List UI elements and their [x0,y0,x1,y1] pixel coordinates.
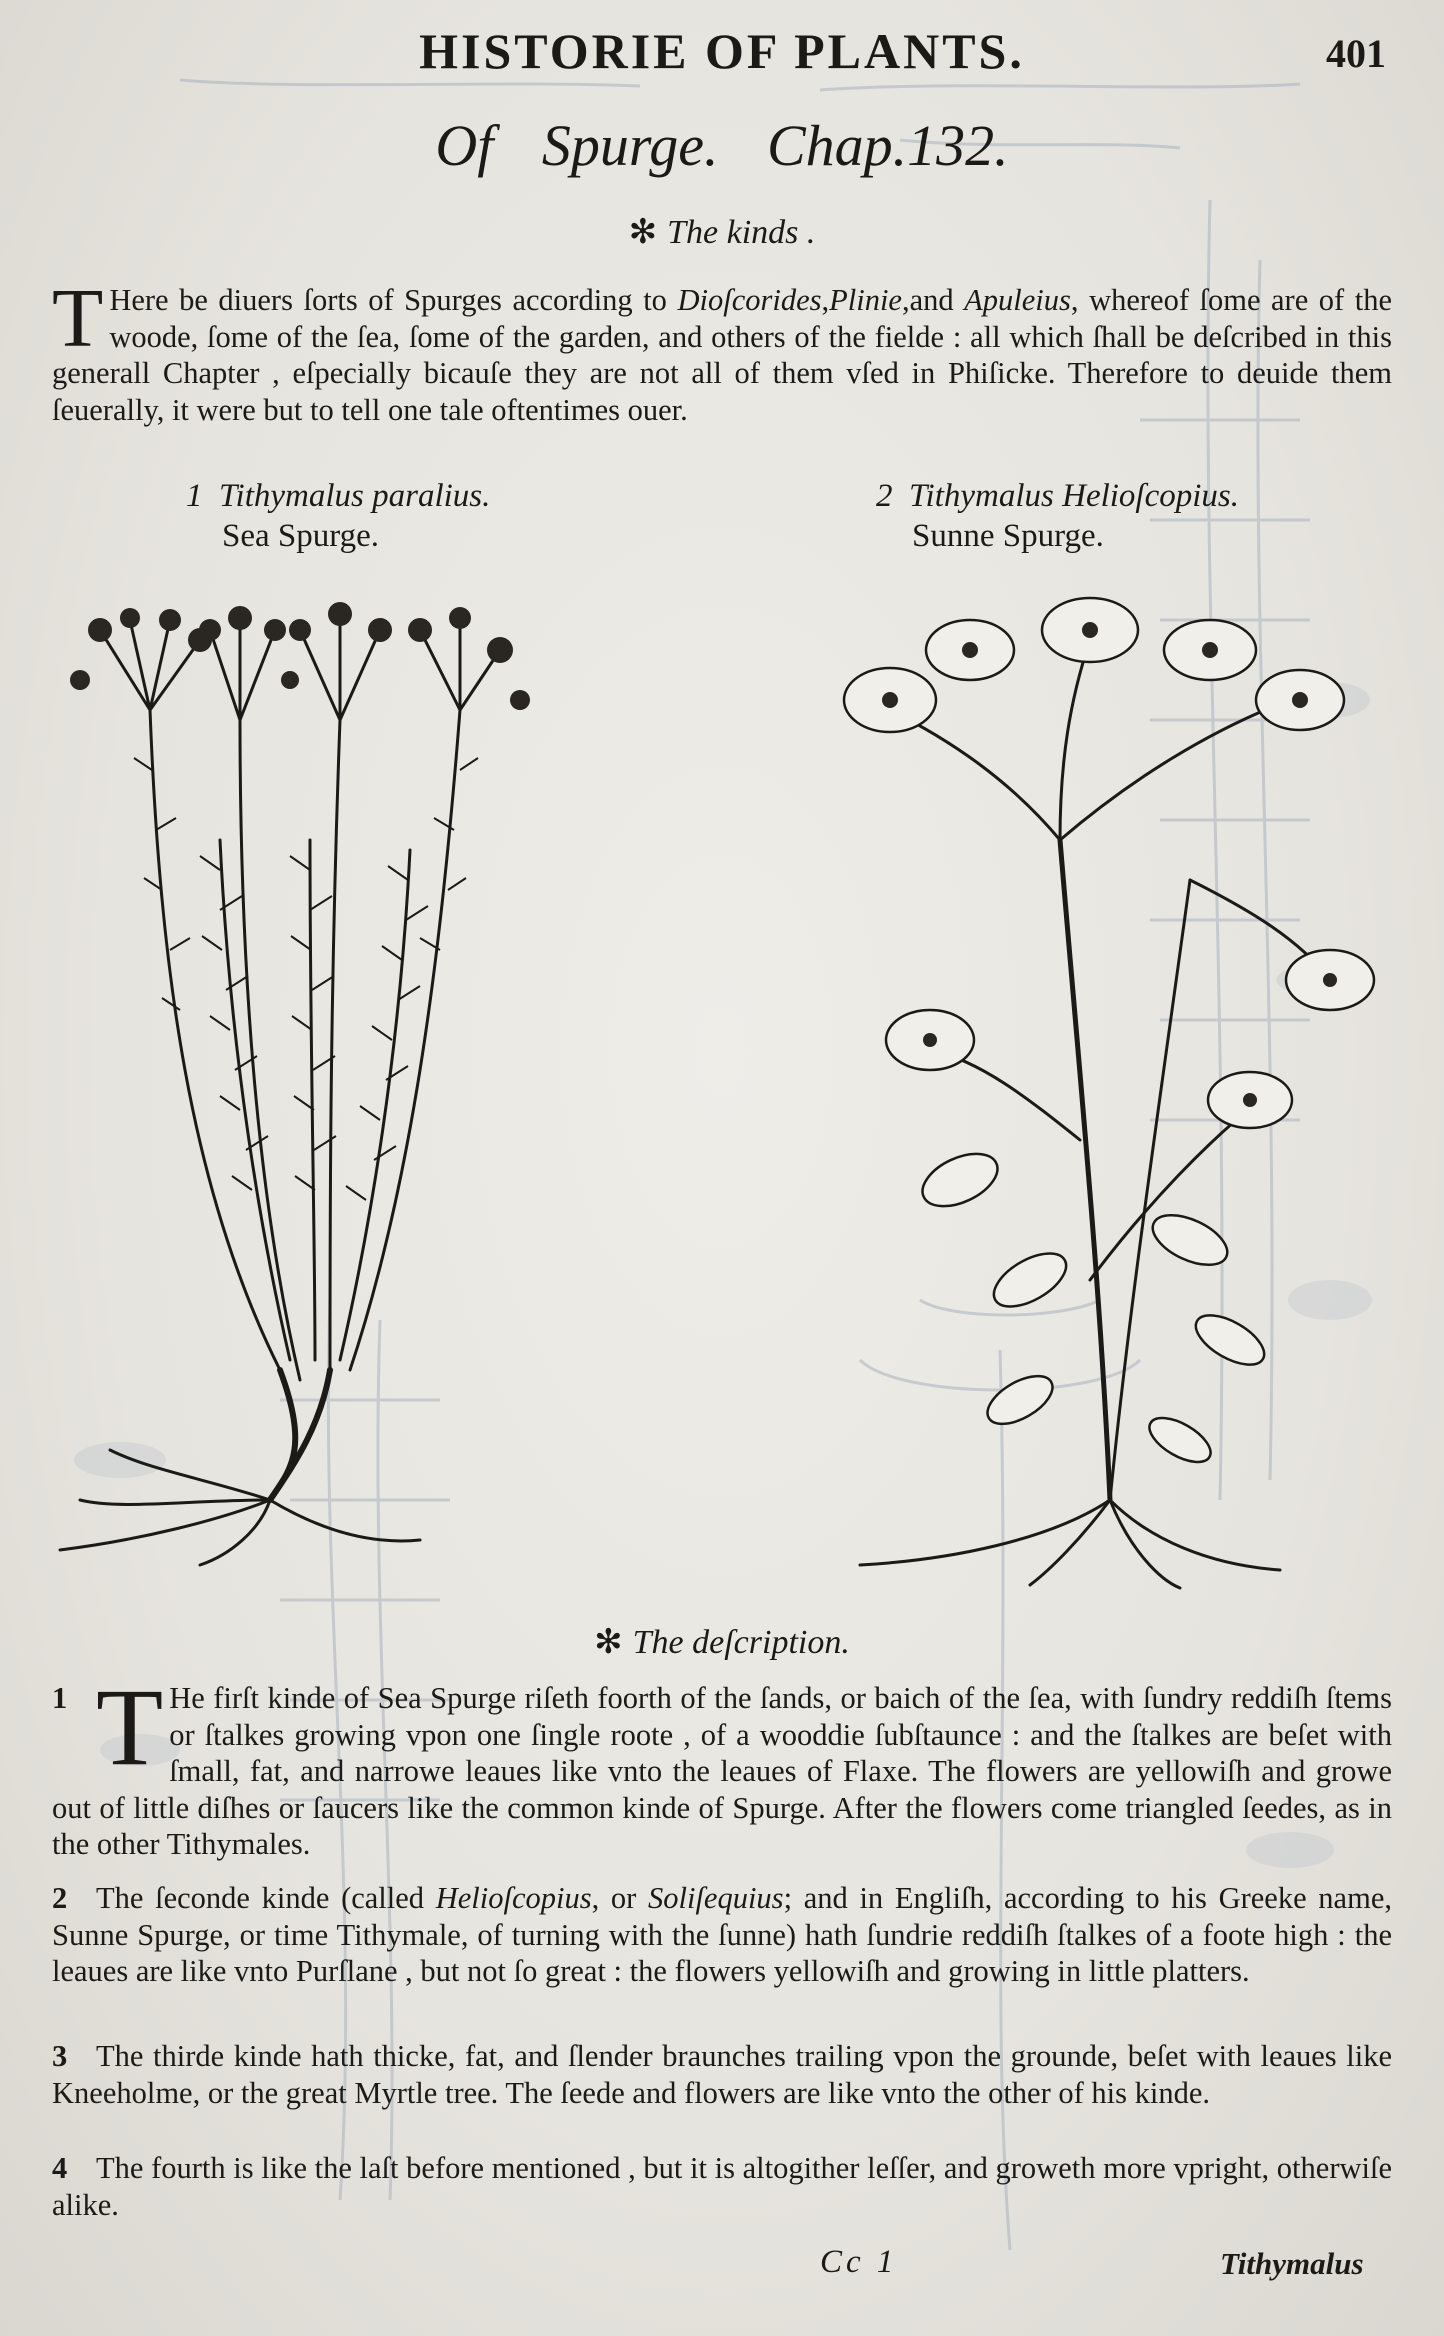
paragraph-number: 4 [52,2151,68,2185]
author-name: Plinie [829,283,902,317]
drop-cap: T [52,272,104,365]
plant-name: Helioſcopius [435,1881,592,1915]
kinds-paragraph: T Here be diuers ſorts of Spurges according to Dioſcorides,Plinie,and Apuleius, whereof ſome are of the woode, ſome of the ſea, ſome of the garden, and others of the fielde : all which ſhall be deſcribed in this generall Chapter , eſpecially bicauſe they are not all of them vſed in Phiſicke. Therefore to deuide them ſeuerally, it were but to tell one tale oftentimes ouer. [52,272,1392,427]
chapter-number: Chap.132. [766,113,1009,178]
running-head: HISTORIE OF PLANTS. [419,23,1025,79]
sea-spurge-woodcut-icon [40,570,660,1570]
chapter-name: Of Spurge. [435,113,719,178]
figure-english-name: Sea Spurge. [222,518,380,554]
description-paragraph-1: 1 T He firſt kinde of Sea Spurge riſeth foorth of the ſands, or baich of the ſea, with ſundry reddiſh ſtems or ſtalkes growing vpon one ſingle roote , of a wooddie ſubſtaunce : and the ſtalkes are beſet with ſmall, fat, and narrowe leaues like vnto the leaues of Flaxe. The flowers are yellowiſh and growe out of little diſhes or ſaucers like the common kinde of Spurge. After the flowers come triangled ſeedes, as in the other Tithymales. [52,1666,1392,1861]
paragraph-number: 3 [52,2039,68,2073]
paragraph-number: 2 [52,1881,68,1915]
sunne-spurge-woodcut-icon [830,580,1390,1590]
description-heading-text: The deſcription. [632,1624,850,1661]
description-paragraph-4: 4 The fourth is like the laſt before mentioned , but it is altogither leſſer, and groweth more vpright, otherwiſe alike. [52,2151,1392,2222]
description-paragraph-3: 3 The thirde kinde hath thicke, fat, and ſlender braunches trailing vpon the grounde, beſet with leaues like Kneeholme, or the great Myrtle tree. The ſeede and flowers are like vnto the other of his kinde. [52,2039,1392,2110]
chapter-title [0,112,1444,179]
drop-cap: T [96,1666,164,1788]
author-name: Dioſcorides [677,283,822,317]
figure-number: 2 [876,478,893,514]
author-name: Apuleius [964,283,1071,317]
kinds-heading [0,212,1444,252]
figure-caption-2 [876,476,1239,556]
figure-caption-1 [186,476,490,556]
asterism-icon: ✻ [594,1624,623,1661]
description-paragraph-2: 2 The ſeconde kinde (called Helioſcopius, or Soliſequius; and in Engliſh, according to his Greeke name, Sunne Spurge, or time Tithymale, of turning with the ſunne) hath ſundrie reddiſh ſtalkes of a foote high : the leaues are like vnto Purſlane , but not ſo great : the flowers yellowiſh and growing in little platters. [52,1881,1392,1988]
page-number: 401 [1326,31,1386,76]
figure-english-name: Sunne Spurge. [912,518,1104,554]
signature-mark: Cc 1 [820,2244,898,2280]
paragraph-number: 1 [52,1681,68,1715]
figure-number: 1 [186,478,203,514]
description-heading [0,1622,1444,1662]
kinds-heading-text: The kinds . [667,214,816,251]
figure-latin-name: Tithymalus Helioſcopius. [909,478,1239,514]
figure-latin-name: Tithymalus paralius. [219,478,491,514]
catchword: Tithymalus [1220,2246,1364,2281]
plant-name: Soliſequius [648,1881,784,1915]
asterism-icon: ✻ [628,214,658,251]
